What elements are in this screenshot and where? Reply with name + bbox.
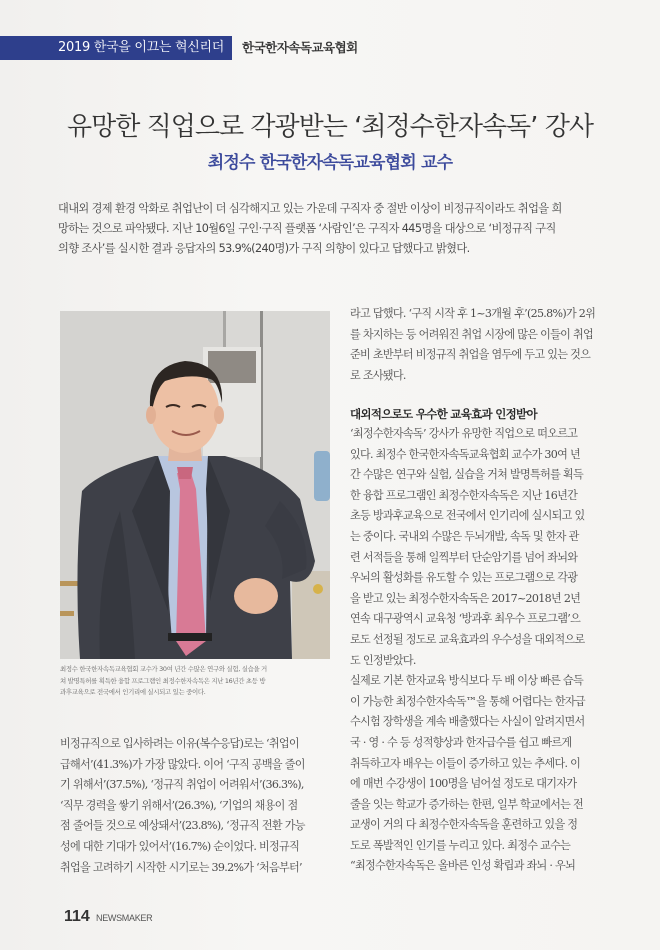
body-line: 을 받고 있는 최정수한자속독은 2017~2018년 2년: [350, 591, 581, 605]
magazine-name: NEWSMAKER: [96, 913, 153, 923]
body-line: 한 융합 프로그램인 최정수한자속독은 지난 16년간: [350, 488, 578, 502]
photo-caption: [60, 664, 335, 699]
body-line: 도로 폭발적인 인기를 누리고 있다. 최정수 교수는: [350, 838, 571, 852]
body-line: 성에 대한 기대가 있어서’(16.7%) 순이었다. 비정규직: [60, 839, 300, 853]
right-column-continuation: [350, 304, 630, 386]
body-line: 급해서’(41.3%)가 가장 많았다. 이어 ‘구직 공백을 줄이: [60, 757, 305, 771]
right-column-body: [350, 424, 630, 877]
body-line: 는 중이다. 국내외 수많은 두뇌개발, 속독 및 한자 관: [350, 529, 579, 543]
body-line: ‘최정수한자속독’ 강사가 유망한 직업으로 떠오르고: [350, 427, 578, 440]
page-number: 114: [64, 908, 90, 925]
body-line: 간 수많은 연구와 실험, 실습을 거쳐 발명특허를 획득: [350, 468, 583, 482]
body-line: 로도 선정될 정도로 교육효과의 우수성을 대외적으로: [350, 632, 585, 646]
header-organization: 한국한자속독교육협회: [242, 40, 358, 55]
section-heading: 대외적으로도 우수한 교육효과 인정받아: [350, 407, 537, 421]
body-line: 라고 답했다. ‘구직 시작 후 1~3개월 후’(25.8%)가 2위: [350, 307, 596, 320]
left-column-body: [60, 734, 335, 878]
body-line: 기 위해서’(37.5%), ‘정규직 취업이 어려워서’(36.3%),: [60, 778, 304, 792]
caption-line: 쳐 발명특허를 획득한 융합 프로그램인 최정수한자속독은 지난 16년간 초등 방: [60, 676, 266, 685]
body-line: 점 줄어들 것으로 예상돼서’(23.8%), ‘정규직 전환 가능: [60, 819, 305, 833]
body-line: 교생이 거의 다 최정수한자속독을 훈련하고 있을 정: [350, 818, 578, 832]
body-line: 준비 초반부터 비정규직 취업을 염두에 두고 있는 것으: [350, 348, 591, 362]
body-line: 있다. 최정수 한국한자속독교육협회 교수가 30여 년: [350, 447, 581, 461]
body-line: 이 가능한 최정수한자속독™을 통해 어렵다는 한자급: [350, 694, 585, 708]
body-line: 련 서적들을 통해 일찍부터 단순암기를 넘어 좌뇌와: [350, 550, 578, 564]
body-line: 초등 방과후교육으로 전국에서 인기리에 실시되고 있: [350, 509, 585, 523]
portrait-illustration: [60, 311, 330, 659]
section-banner: [0, 36, 232, 60]
body-line: 국 · 영 · 수 등 성적향상과 한자급수를 쉽고 빠르게: [350, 735, 572, 749]
lead-line: 대내외 경제 환경 악화로 취업난이 더 심각해지고 있는 가운데 구직자 중 절반 이상이 비정규직이라도 취업을 희: [58, 202, 562, 215]
body-line: 비정규직으로 입사하려는 이유(복수응답)로는 ‘취업이: [60, 737, 299, 750]
caption-line: 최정수 한국한자속독교육협회 교수가 30여 년간 수많은 연구와 실험, 실습을 거: [60, 665, 267, 673]
body-line: 를 차지하는 등 어려워진 취업 시장에 많은 이들이 취업: [350, 327, 593, 341]
body-line: ‘직무 경력을 쌓기 위해서’(26.3%), ‘기업의 채용이 점: [60, 798, 298, 812]
lead-line: 망하는 것으로 파악됐다. 지난 10월6일 구인·구직 플랫폼 ‘사람인’은 구직자 445명을 대상으로 ‘비정규직 구직: [58, 222, 556, 235]
body-line: 줄을 잇는 학교가 증가하는 한편, 일부 학교에서는 전: [350, 797, 583, 811]
body-line: 취업을 고려하기 시작한 시기로는 39.2%가 ‘처음부터’: [60, 860, 302, 874]
caption-line: 과후교육으로 전국에서 인기리에 실시되고 있는 중이다.: [60, 688, 206, 696]
article-subtitle: 최정수 한국한자속독교육협회 교수: [207, 153, 453, 173]
body-line: “최정수한자속독은 올바른 인성 확립과 좌뇌 · 우뇌: [350, 859, 576, 873]
portrait-photo: [60, 311, 330, 659]
body-line: 에 매번 수강생이 100명을 넘어설 정도로 대기자가: [350, 777, 577, 791]
section-label: 2019 한국을 이끄는 혁신리더: [58, 40, 224, 55]
lead-line: 의향 조사’를 실시한 결과 응답자의 53.9%(240명)가 구직 의향이 있다고 답했다고 밝혔다.: [58, 242, 470, 255]
body-line: 수시험 장학생을 계속 배출했다는 사실이 알려지면서: [350, 715, 585, 729]
body-line: 연속 대구광역시 교육청 ‘방과후 최우수 프로그램’으: [350, 612, 581, 626]
body-line: 로 조사됐다.: [350, 368, 406, 382]
body-line: 우뇌의 활성화를 유도할 수 있는 프로그램으로 각광: [350, 571, 578, 585]
body-line: 실제로 기본 한자교육 방식보다 두 배 이상 빠른 습득: [350, 674, 583, 688]
article-title: 유망한 직업으로 각광받는 ‘최정수한자속독’ 강사: [67, 112, 593, 142]
body-line: 도 인정받았다.: [350, 653, 416, 667]
body-line: 취득하고자 배우는 이들이 증가하고 있는 추세다. 이: [350, 756, 581, 770]
lead-paragraph: [58, 199, 618, 259]
